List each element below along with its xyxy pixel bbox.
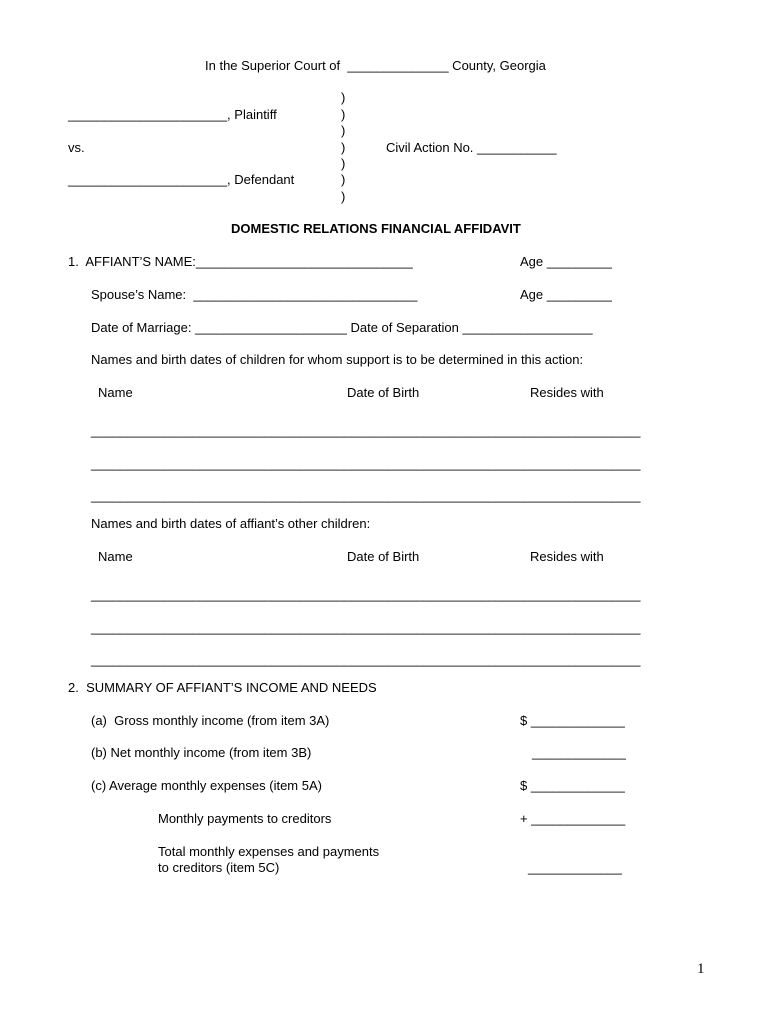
creditor-payments-label: Monthly payments to creditors	[158, 811, 332, 826]
gross-income-label: (a) Gross monthly income (from item 3A)	[91, 713, 330, 728]
avg-expenses-label: (c) Average monthly expenses (item 5A)	[91, 778, 322, 793]
col-name: Name	[98, 549, 133, 564]
creditor-payments-value: + _____________	[520, 811, 626, 826]
col-resides: Resides with	[530, 385, 604, 400]
marriage-separation-dates: Date of Marriage: _____________________ Date of Separation __________________	[91, 320, 593, 335]
caption-paren: )	[341, 123, 346, 138]
net-income-value: _____________	[532, 745, 626, 760]
caption-paren: )	[341, 140, 346, 155]
net-income-label: (b) Net monthly income (from item 3B)	[91, 745, 312, 760]
affiant-age-field: Age _________	[520, 254, 612, 269]
col-name: Name	[98, 385, 133, 400]
child-blank-line: ____________________________________________________________________________	[91, 456, 641, 471]
child-blank-line: ____________________________________________________________________________	[91, 488, 641, 503]
col-dob: Date of Birth	[347, 549, 420, 564]
section2-heading: 2. SUMMARY OF AFFIANT’S INCOME AND NEEDS	[68, 680, 377, 695]
children-intro: Names and birth dates of children for whom support is to be determined in this action:	[91, 352, 584, 367]
other-children-intro: Names and birth dates of affiant’s other children:	[91, 516, 371, 531]
page-number: 1	[697, 961, 705, 977]
spouse-name-field: Spouse’s Name: _______________________________	[91, 287, 418, 302]
plaintiff-line: ______________________, Plaintiff	[68, 107, 277, 122]
caption-paren: )	[341, 189, 346, 204]
total-expenses-label-2: to creditors (item 5C)	[158, 860, 280, 875]
caption-paren: )	[341, 172, 346, 187]
col-dob: Date of Birth	[347, 385, 420, 400]
document-title: DOMESTIC RELATIONS FINANCIAL AFFIDAVIT	[231, 221, 521, 236]
total-expenses-value: _____________	[528, 860, 622, 875]
gross-income-value: $ _____________	[520, 713, 625, 728]
spouse-age-field: Age _________	[520, 287, 612, 302]
child-blank-line: ____________________________________________________________________________	[91, 423, 641, 438]
vs-label: vs.	[68, 140, 85, 155]
col-resides: Resides with	[530, 549, 604, 564]
affiant-name-field: 1. AFFIANT’S NAME:______________________________	[68, 254, 413, 269]
caption-paren: )	[341, 156, 346, 171]
defendant-line: ______________________, Defendant	[68, 172, 295, 187]
caption-paren: )	[341, 90, 346, 105]
civil-action-number: Civil Action No. ___________	[386, 140, 557, 155]
total-expenses-label: Total monthly expenses and payments	[158, 844, 380, 859]
other-child-blank-line: ____________________________________________________________________________	[91, 652, 641, 667]
other-child-blank-line: ____________________________________________________________________________	[91, 620, 641, 635]
caption-paren: )	[341, 107, 346, 122]
other-child-blank-line: ____________________________________________________________________________	[91, 587, 641, 602]
court-line: In the Superior Court of ______________ County, Georgia	[205, 58, 546, 73]
avg-expenses-value: $ _____________	[520, 778, 625, 793]
